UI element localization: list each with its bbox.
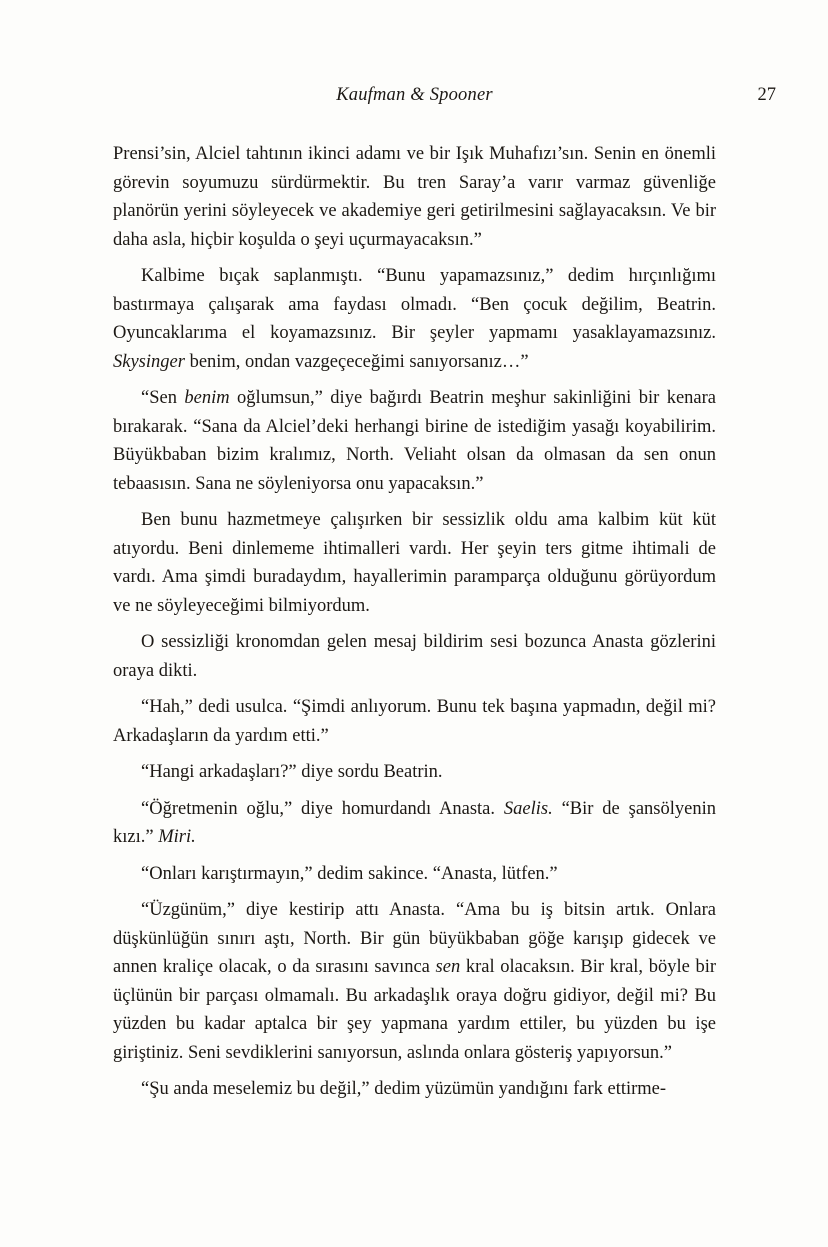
text-run: kral olacaksın. Bir kral, böyle bir üçlünün bir parçası olmamalı. Bu arkadaşlık oraya doğru gidiyor, değil mi? Bu yüzden bu kadar aptalca bir şey yapmana yardım ettiler, bu yüzden bu işe giriştiniz. Seni sevdiklerini sanıyorsun, aslında onlara gösteriş yapıyorsun.” bbox=[113, 957, 716, 1063]
page-header bbox=[113, 85, 776, 106]
italic-run: sen bbox=[435, 957, 461, 977]
paragraph bbox=[113, 860, 716, 889]
paragraph bbox=[113, 140, 716, 254]
paragraph bbox=[113, 628, 716, 685]
paragraph bbox=[113, 1075, 716, 1104]
italic-run: benim bbox=[184, 388, 230, 408]
text-run: oğlumsun,” diye bağırdı Beatrin meşhur sakinliğini bir kenara bırakarak. “Sana da Alciel’deki herhangi birine de istediğim yasağı koyabilirim. Büyükbaban bizim kralımız, North. Veliaht olsan da olmasan da sen onun tebaasısın. Sana ne söyleniyorsa onu yapacaksın.” bbox=[113, 388, 717, 494]
paragraph bbox=[113, 384, 716, 498]
text-run: “Şu anda meselemiz bu değil,” dedim yüzümün yandığını fark ettirme- bbox=[141, 1079, 667, 1099]
text-run: “Onları karıştırmayın,” dedim sakince. “Anasta, lütfen.” bbox=[141, 863, 558, 884]
text-run: “Bir de şansölyenin kızı.” bbox=[113, 798, 716, 847]
paragraph bbox=[113, 795, 716, 852]
italic-run: Saelis. bbox=[503, 798, 553, 819]
italic-run: Miri. bbox=[158, 827, 196, 847]
italic-run: Skysinger bbox=[113, 351, 185, 372]
text-run: Prensi’sin, Alciel tahtının ikinci adamı ve bir Işık Muhafızı’sın. Senin en önemli görevin soyumuzu sürdürmektir. Bu tren Saray’a varır varmaz güvenliğe planörün yerini söyleyecek ve akademiye geri getirilmesini sağlayacaksın. Ve bir daha asla, hiçbir koşulda o şeyi uçurmayacaksın.” bbox=[113, 144, 716, 250]
paragraph bbox=[113, 506, 716, 620]
paragraph bbox=[113, 758, 716, 787]
paragraph bbox=[113, 262, 716, 376]
paragraph bbox=[113, 693, 716, 750]
page-number: 27 bbox=[757, 85, 776, 105]
running-title: Kaufman & Spooner bbox=[336, 85, 493, 105]
text-run: Kalbime bıçak saplanmıştı. “Bunu yapamazsınız,” dedim hırçınlığımı bastırmaya çalışarak ama faydası olmadı. “Ben çocuk değilim, Beatrin. Oyuncaklarıma el koyamazsınız. Bir şeyler yapmamı yasaklayamazsınız. bbox=[113, 266, 716, 343]
page-body bbox=[113, 140, 716, 1104]
text-run: Ben bunu hazmetmeye çalışırken bir sessizlik oldu ama kalbim küt küt atıyordu. Beni dinlememe ihtimalleri vardı. Her şeyin ters gitme ihtimali de vardı. Ama şimdi buradaydım, hayallerimin paramparça olduğunu görüyordum ve ne söyleyeceğimi bilmiyordum. bbox=[113, 510, 716, 616]
text-run: “Hah,” dedi usulca. “Şimdi anlıyorum. Bunu tek başına yapmadın, değil mi? Arkadaşların da yardım etti.” bbox=[113, 697, 716, 746]
text-run: “Üzgünüm,” diye kestirip attı Anasta. “Ama bu iş bitsin artık. Onlara düşkünlüğün sınırı aştı, North. Bir gün büyükbaban göğe karışıp gidecek ve annen kraliçe olacak, o da sırasını savınca bbox=[113, 900, 716, 977]
text-run: “Sen bbox=[141, 388, 185, 408]
paragraph bbox=[113, 896, 716, 1067]
text-run: “Hangi arkadaşları?” diye sordu Beatrin. bbox=[141, 762, 443, 782]
text-run: “Öğretmenin oğlu,” diye homurdandı Anasta. bbox=[141, 798, 504, 819]
text-run: benim, ondan vazgeçeceğimi sanıyorsanız…” bbox=[184, 351, 529, 372]
text-run: O sessizliği kronomdan gelen mesaj bildirim sesi bozunca Anasta gözlerini oraya dikti. bbox=[113, 632, 716, 681]
